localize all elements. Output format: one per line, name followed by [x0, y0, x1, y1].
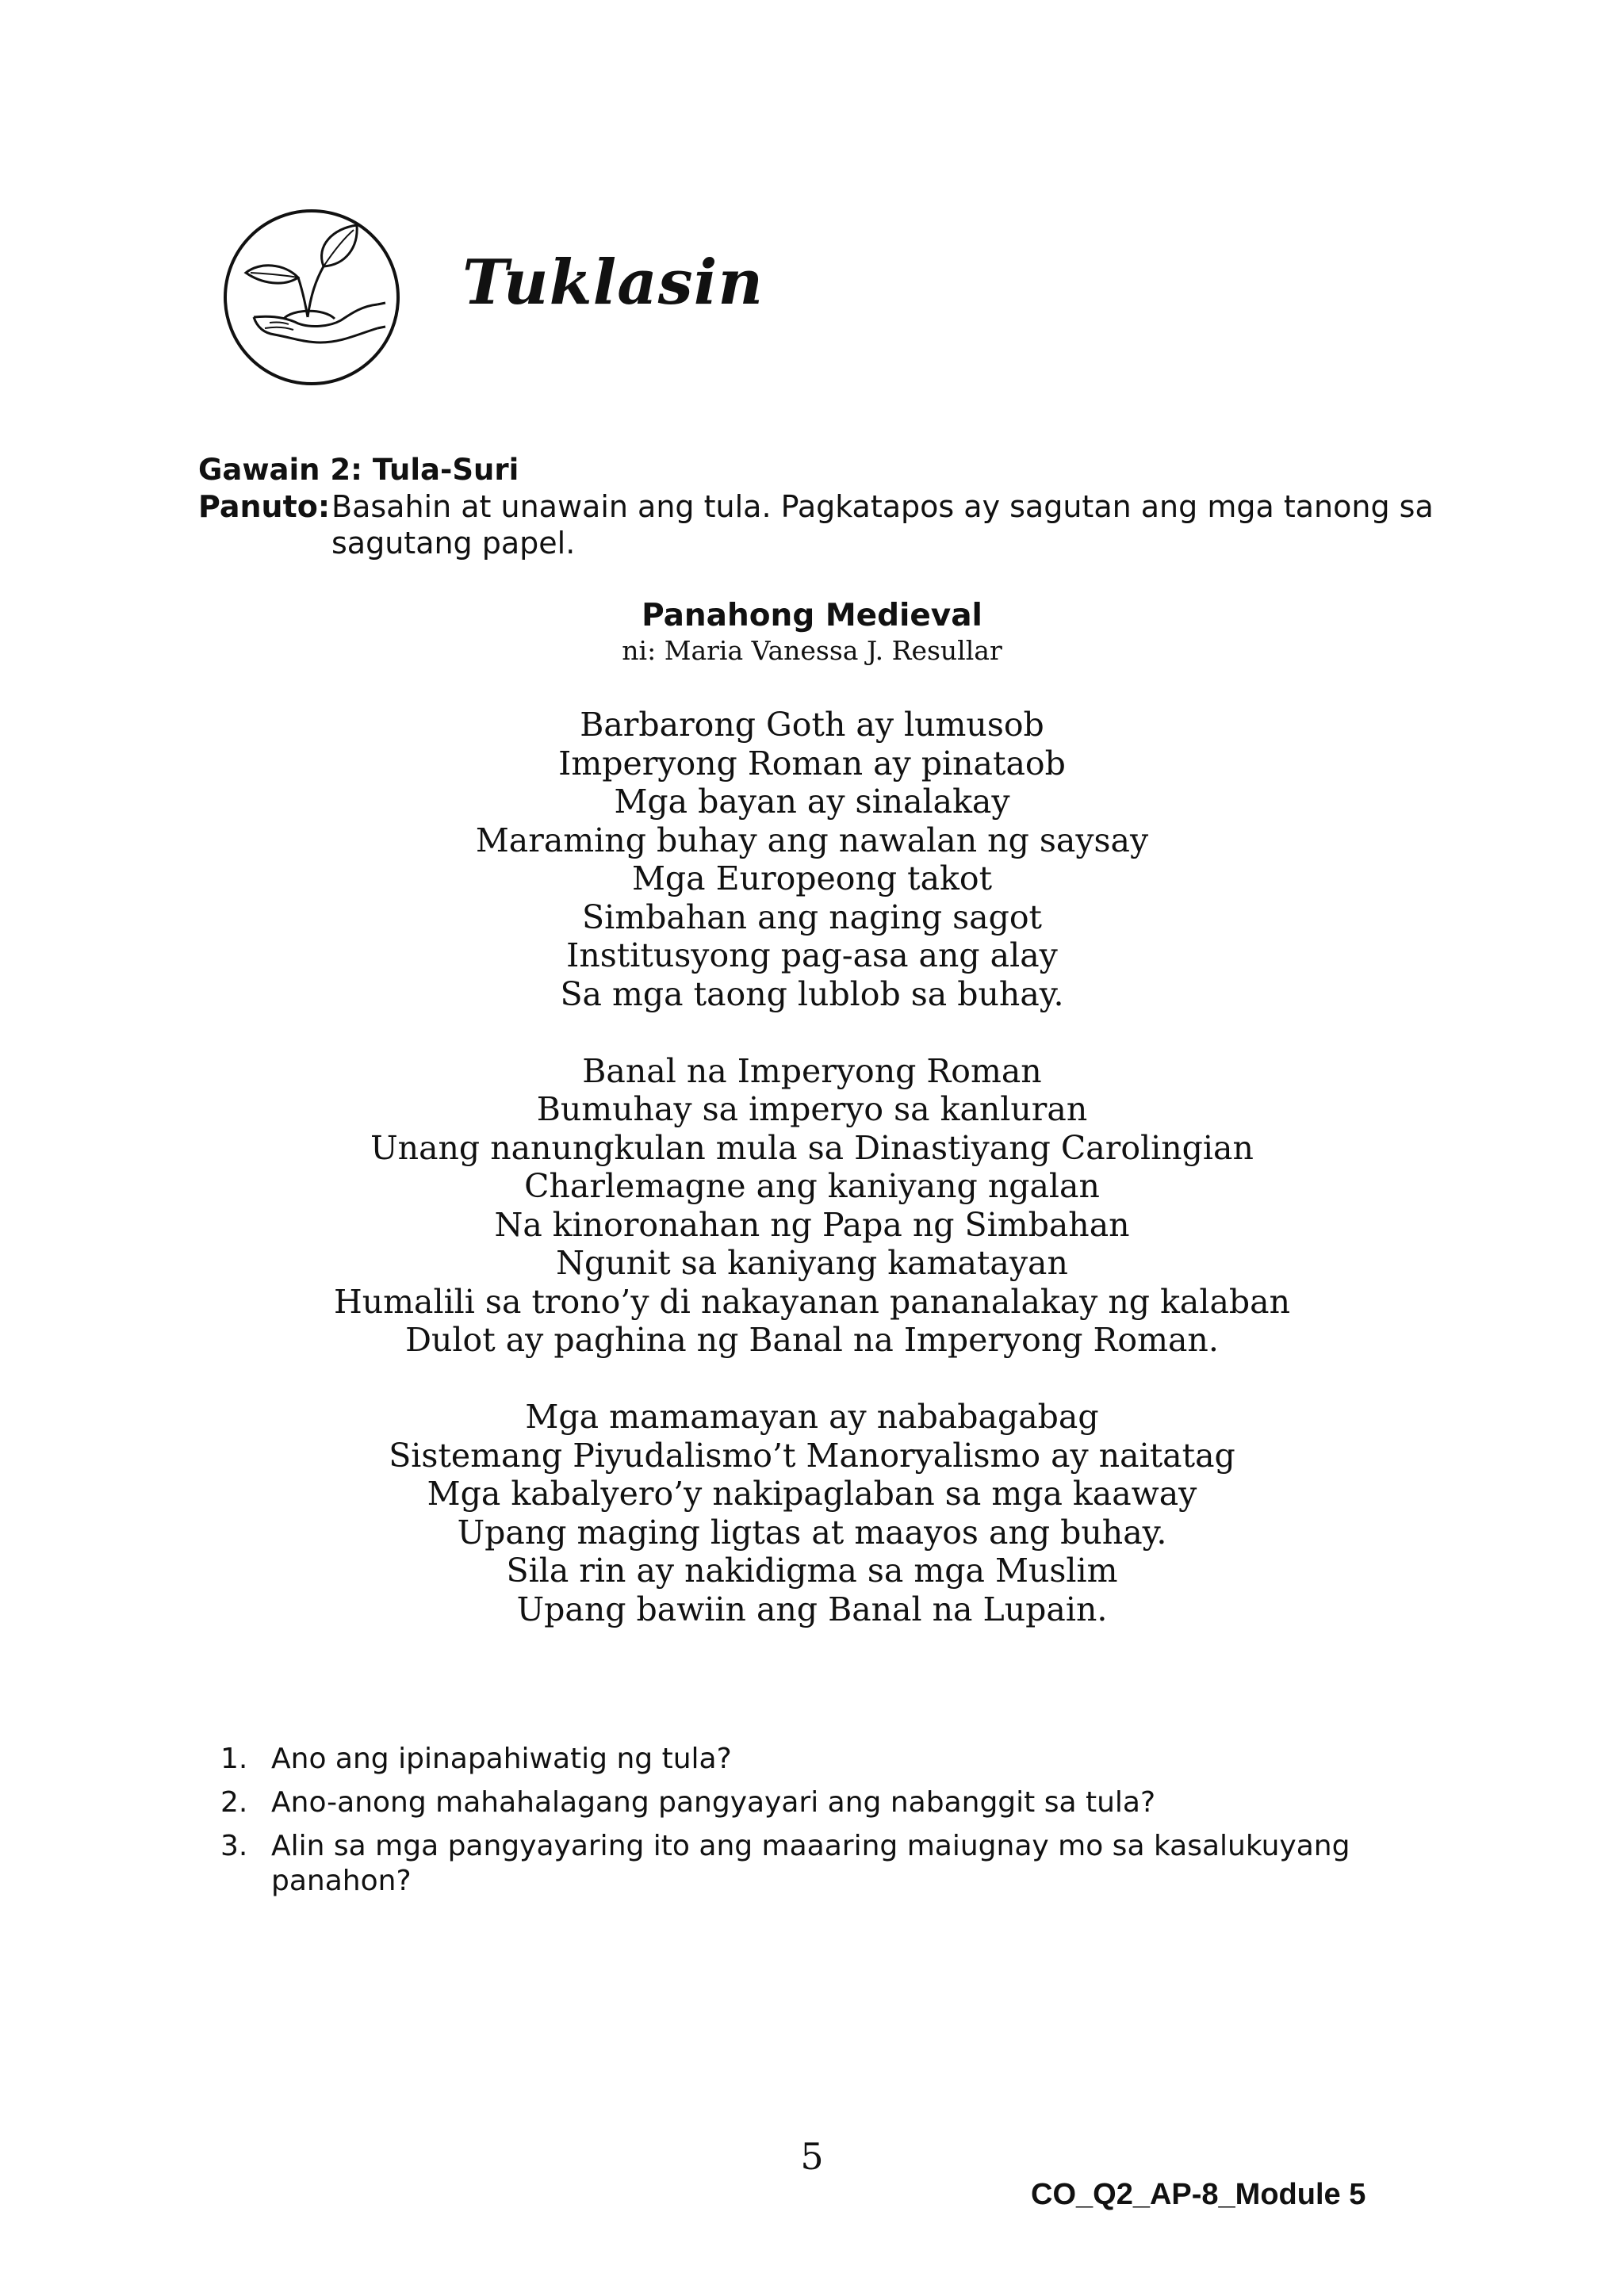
question-text: Alin sa mga pangyayaring ito ang maaaring maiugnay mo sa kasalukuyang panahon?: [271, 1830, 1350, 1897]
poem-line: Upang bawiin ang Banal na Lupain.: [516, 1590, 1108, 1628]
poem-line: Dulot ay paghina ng Banal na Imperyong Roman.: [405, 1321, 1219, 1359]
poem-line: Unang nanungkulan mula sa Dinastiyang Carolingian: [370, 1128, 1254, 1167]
activity-title: Gawain 2: Tula-Suri: [198, 453, 519, 487]
question-number: 3.: [220, 1830, 248, 1862]
module-code: CO_Q2_AP-8_Module 5: [1031, 2178, 1366, 2211]
poem-line: Charlemagne ang kaniyang ngalan: [524, 1167, 1100, 1205]
poem-line: Barbarong Goth ay lumusob: [580, 706, 1044, 744]
page-number: 5: [800, 2135, 824, 2178]
poem-line: Mga mamamayan ay nababagabag: [525, 1398, 1099, 1436]
poem-line: Simbahan ang naging sagot: [582, 897, 1042, 936]
poem-line: Mga kabalyero’y nakipaglaban sa mga kaaway: [427, 1475, 1197, 1513]
poem-title: Panahong Medieval: [642, 598, 982, 633]
question-item: [220, 1742, 1450, 1777]
instructions-text: Basahin at unawain ang tula. Pagkatapos ay sagutan ang mga tanong sa sagutang papel.: [331, 489, 1434, 561]
question-number: 1.: [220, 1743, 248, 1775]
question-text: Ano ang ipinapahiwatig ng tula?: [271, 1743, 732, 1775]
poem-line: Imperyong Roman ay pinataob: [558, 744, 1066, 783]
poem-line: Sistemang Piyudalismo’t Manoryalismo ay naitatag: [389, 1436, 1235, 1475]
poem-line: Sa mga taong lublob sa buhay.: [560, 974, 1064, 1013]
poem-line: Maraming buhay ang nawalan ng saysay: [475, 821, 1149, 859]
poem-stanza-3: [0, 1398, 1624, 1628]
instructions-label: Panuto:: [198, 489, 331, 524]
poem-line: Banal na Imperyong Roman: [582, 1051, 1042, 1090]
poem-line: Bumuhay sa imperyo sa kanluran: [536, 1090, 1088, 1128]
poem-stanza-1: [0, 706, 1624, 1013]
poem-author: ni: Maria Vanessa J. Resullar: [622, 635, 1002, 666]
poem-line: Institusyong pag-asa ang alay: [566, 936, 1058, 974]
poem-line: Mga bayan ay sinalakay: [614, 783, 1010, 821]
hand-holding-seedling-icon: [222, 208, 401, 387]
poem-body: [0, 706, 1624, 1667]
question-number: 2.: [220, 1786, 248, 1819]
poem-line: Mga Europeong takot: [631, 859, 993, 897]
poem-line: Sila rin ay nakidigma sa mga Muslim: [506, 1552, 1118, 1590]
instructions: [198, 488, 1443, 561]
question-item: [220, 1829, 1450, 1899]
question-list: [220, 1742, 1450, 1908]
question-item: [220, 1785, 1450, 1820]
poem-stanza-2: [0, 1052, 1624, 1360]
poem-line: Humalili sa trono’y di nakayanan pananalakay ng kalaban: [333, 1282, 1291, 1321]
poem-line: Upang maging ligtas at maayos ang buhay.: [457, 1513, 1167, 1552]
poem-line: Ngunit sa kaniyang kamatayan: [556, 1244, 1068, 1282]
section-title: Tuklasin: [462, 247, 764, 319]
poem-line: Na kinoronahan ng Papa ng Simbahan: [494, 1205, 1130, 1244]
question-text: Ano-anong mahahalagang pangyayari ang nabanggit sa tula?: [271, 1786, 1156, 1819]
